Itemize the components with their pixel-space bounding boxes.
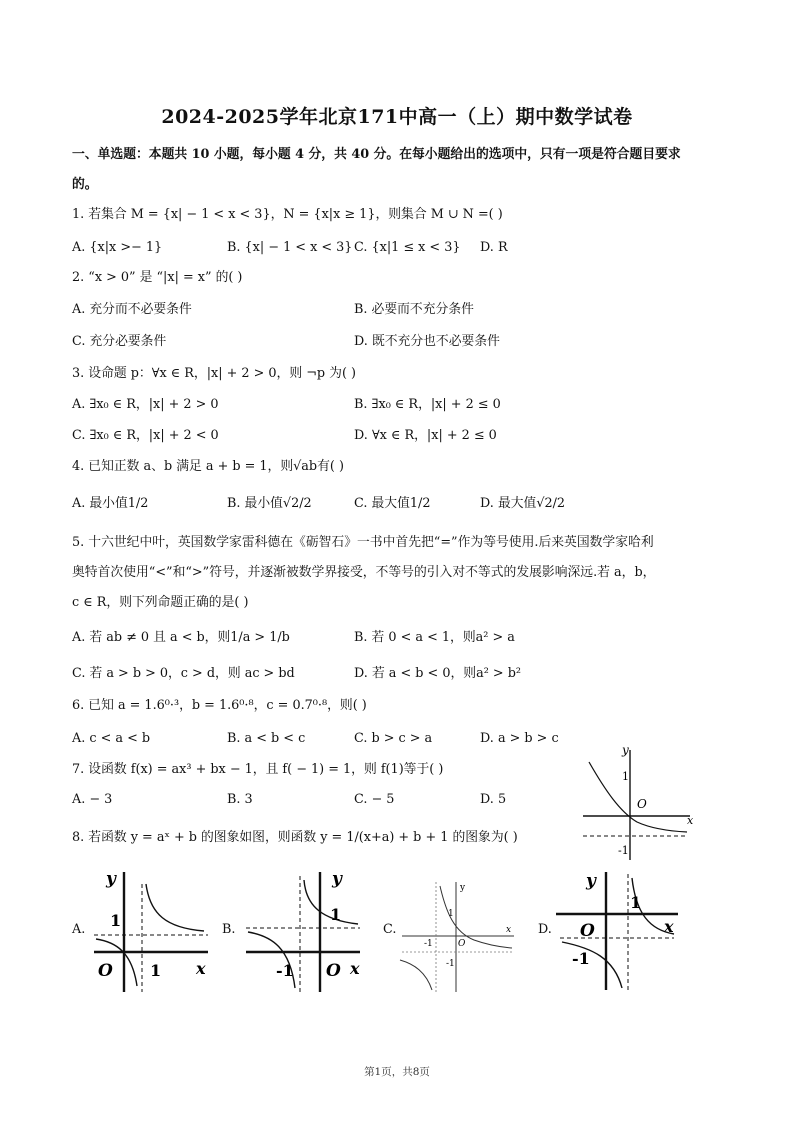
question-8-option-b-label: B. <box>222 922 236 937</box>
c-one-label: 1 <box>448 909 454 919</box>
section-heading-line1: 一、单选题：本题共 10 小题，每小题 4 分，共 40 分。在每小题给出的选项中，只有一项是符合题目要求 <box>72 147 681 162</box>
question-7-option-a: A. − 3 <box>72 792 113 807</box>
question-1-option-b: B. {x| − 1 < x < 3} <box>227 240 353 255</box>
d-neg-one-label: -1 <box>572 949 590 968</box>
question-5-stem-line3: c ∈ R，则下列命题正确的是( ) <box>72 595 249 610</box>
question-6-option-a: A. c < a < b <box>72 731 151 746</box>
b-origin-label: O <box>326 961 341 981</box>
question-7-stem: 7. 设函数 f(x) = ax³ + bx − 1，且 f( − 1) = 1，则 f(1)等于( ) <box>72 762 444 777</box>
ref-one-label: 1 <box>622 770 629 783</box>
question-3-stem: 3. 设命题 p：∀x ∈ R，|x| + 2 > 0，则 ¬p 为( ) <box>72 366 357 381</box>
ref-x-label: x <box>687 814 694 827</box>
question-8-option-d-graph <box>552 868 684 994</box>
ref-neg-one-label: -1 <box>618 844 629 857</box>
question-5-stem-line1: 5. 十六世纪中叶，英国数学家雷科德在《砺智石》一书中首先把“=”作为等号使用.后来英国数学家哈利 <box>72 535 654 550</box>
question-8-option-c-graph <box>396 876 516 994</box>
page-footer: 第1页，共8页 <box>364 1066 430 1078</box>
question-1-option-d: D. R <box>480 240 508 255</box>
c-origin-label: O <box>458 939 466 949</box>
d-x-label: x <box>664 917 674 936</box>
question-6-option-b: B. a < b < c <box>227 731 306 746</box>
question-8-option-a-graph <box>86 868 216 996</box>
c-neg-one-x-label: -1 <box>424 939 433 949</box>
a-origin-label: O <box>98 961 113 981</box>
question-4-option-d: D. 最大值√2/2 <box>480 496 566 511</box>
c-x-label: x <box>506 925 512 935</box>
question-2-option-b: B. 必要而不充分条件 <box>354 302 474 317</box>
question-4-option-a: A. 最小值1/2 <box>72 496 149 511</box>
question-8-reference-graph <box>575 742 700 862</box>
question-3-option-a: A. ∃x₀ ∈ R，|x| + 2 > 0 <box>72 397 219 412</box>
question-6-option-c: C. b > c > a <box>354 731 433 746</box>
question-1-option-c: C. {x|1 ≤ x < 3} <box>354 240 461 255</box>
ref-y-label: y <box>622 743 629 757</box>
b-y-label: y <box>332 869 342 889</box>
d-curve-left <box>562 942 622 988</box>
question-3-option-b: B. ∃x₀ ∈ R，|x| + 2 ≤ 0 <box>354 397 501 412</box>
a-one-x-label: 1 <box>150 961 162 980</box>
question-6-option-d: D. a > b > c <box>480 731 559 746</box>
question-1-option-a: A. {x|x >− 1} <box>72 240 163 255</box>
d-origin-label: O <box>580 921 595 941</box>
b-neg-one-label: -1 <box>276 961 294 980</box>
question-1-stem: 1. 若集合 M = {x| − 1 < x < 3}，N = {x|x ≥ 1}，则集合 M ∪ N =( ) <box>72 207 503 222</box>
question-6-stem: 6. 已知 a = 1.6⁰·³，b = 1.6⁰·⁸，c = 0.7⁰·⁸，则( ) <box>72 698 367 713</box>
question-8-option-d-label: D. <box>538 922 552 937</box>
c-y-label: y <box>460 883 466 893</box>
question-2-option-d: D. 既不充分也不必要条件 <box>354 334 500 349</box>
a-y-label: y <box>106 869 116 889</box>
a-curve-right <box>146 884 204 931</box>
question-2-option-a: A. 充分而不必要条件 <box>72 302 192 317</box>
d-one-label: 1 <box>630 893 642 912</box>
question-4-option-b: B. 最小值√2/2 <box>227 496 312 511</box>
b-x-label: x <box>350 959 360 978</box>
question-5-option-c: C. 若 a > b > 0，c > d，则 ac > bd <box>72 666 295 681</box>
b-one-label: 1 <box>330 905 342 924</box>
question-5-option-b: B. 若 0 < a < 1，则a² > a <box>354 630 515 645</box>
question-7-option-b: B. 3 <box>227 792 253 807</box>
question-7-option-d: D. 5 <box>480 792 507 807</box>
question-3-option-d: D. ∀x ∈ R，|x| + 2 ≤ 0 <box>354 428 497 443</box>
c-curve-left <box>400 960 432 990</box>
question-7-option-c: C. − 5 <box>354 792 395 807</box>
question-4-option-c: C. 最大值1/2 <box>354 496 431 511</box>
a-x-label: x <box>196 959 206 978</box>
question-5-stem-line2: 奥特首次使用“<”和“>”符号，并逐渐被数学界接受，不等号的引入对不等式的发展影响深远.若 a，b， <box>72 565 656 580</box>
d-y-label: y <box>586 871 596 891</box>
a-one-label: 1 <box>110 911 122 930</box>
question-8-option-c-label: C. <box>383 922 397 937</box>
page-title: 2024-2025学年北京171中高一（上）期中数学试卷 <box>161 106 633 128</box>
c-neg-one-y-label: -1 <box>446 959 455 969</box>
question-2-stem: 2. “x > 0” 是 “|x| = x” 的( ) <box>72 270 243 285</box>
question-5-option-d: D. 若 a < b < 0，则a² > b² <box>354 666 522 681</box>
question-8-stem: 8. 若函数 y = aˣ + b 的图象如图，则函数 y = 1/(x+a) + b + 1 的图象为( ) <box>72 830 518 845</box>
section-heading-line2: 的。 <box>72 177 98 192</box>
question-3-option-c: C. ∃x₀ ∈ R，|x| + 2 < 0 <box>72 428 219 443</box>
question-8-option-a-label: A. <box>72 922 86 937</box>
question-8-option-b-graph <box>238 868 368 996</box>
question-2-option-c: C. 充分必要条件 <box>72 334 167 349</box>
question-5-option-a: A. 若 ab ≠ 0 且 a < b，则1/a > 1/b <box>72 630 290 645</box>
question-4-stem: 4. 已知正数 a、b 满足 a + b = 1，则√ab有( ) <box>72 459 344 474</box>
ref-origin-label: O <box>637 797 647 811</box>
